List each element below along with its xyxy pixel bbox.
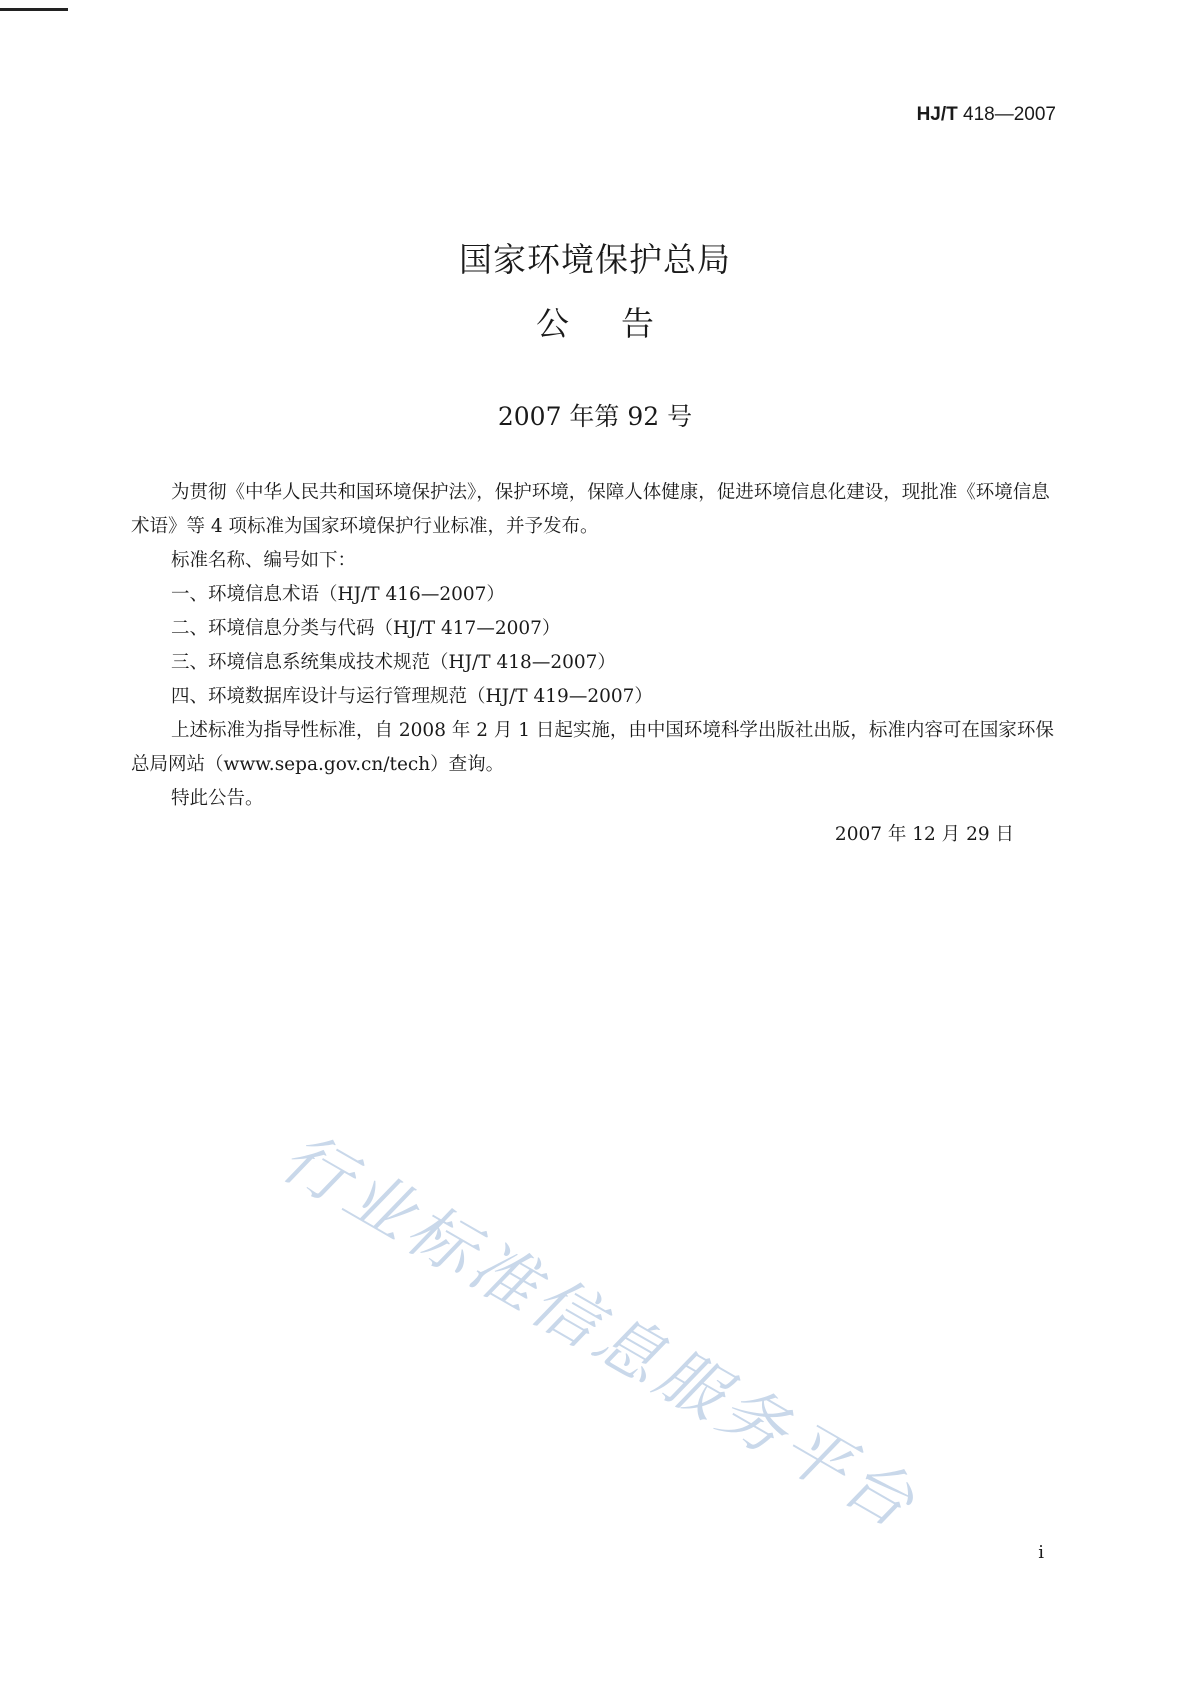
issue-date: 2007 年 12 月 29 日 [834,824,1014,845]
closing-line: 特此公告。 [171,788,264,809]
top-rule [0,8,68,11]
list-item: 三、环境信息系统集成技术规范（HJ/T 418—2007） [171,652,616,673]
list-heading: 标准名称、编号如下： [171,550,357,571]
list-item: 一、环境信息术语（HJ/T 416—2007） [171,584,505,605]
watermark: 行业标准信息服务平台 [269,1117,932,1545]
list-item: 二、环境信息分类与代码（HJ/T 417—2007） [171,618,561,639]
notice-body [131,476,1059,816]
notice-number: 2007 年第 92 号 [497,402,693,431]
list-item: 四、环境数据库设计与运行管理规范（HJ/T 419—2007） [171,686,653,707]
intro-paragraph: 为贯彻《中华人民共和国环境保护法》，保护环境，保障人体健康，促进环境信息化建设，现批准《环境信息术语》等 4 项标准为国家环境保护行业标准，并予发布。 [131,482,1050,537]
standard-code [917,104,1056,126]
standard-code-rest: 418—2007 [957,104,1056,125]
notice-title: 公告 [536,304,706,343]
implementation-paragraph: 上述标准为指导性标准，自 2008 年 2 月 1 日起实施，由中国环境科学出版社出版，标准内容可在国家环保总局网站（www.sepa.gov.cn/tech）查询。 [131,720,1054,775]
page-number: i [1038,1542,1044,1563]
standard-code-prefix: HJ/T [916,104,958,125]
organization-title: 国家环境保护总局 [459,240,731,279]
